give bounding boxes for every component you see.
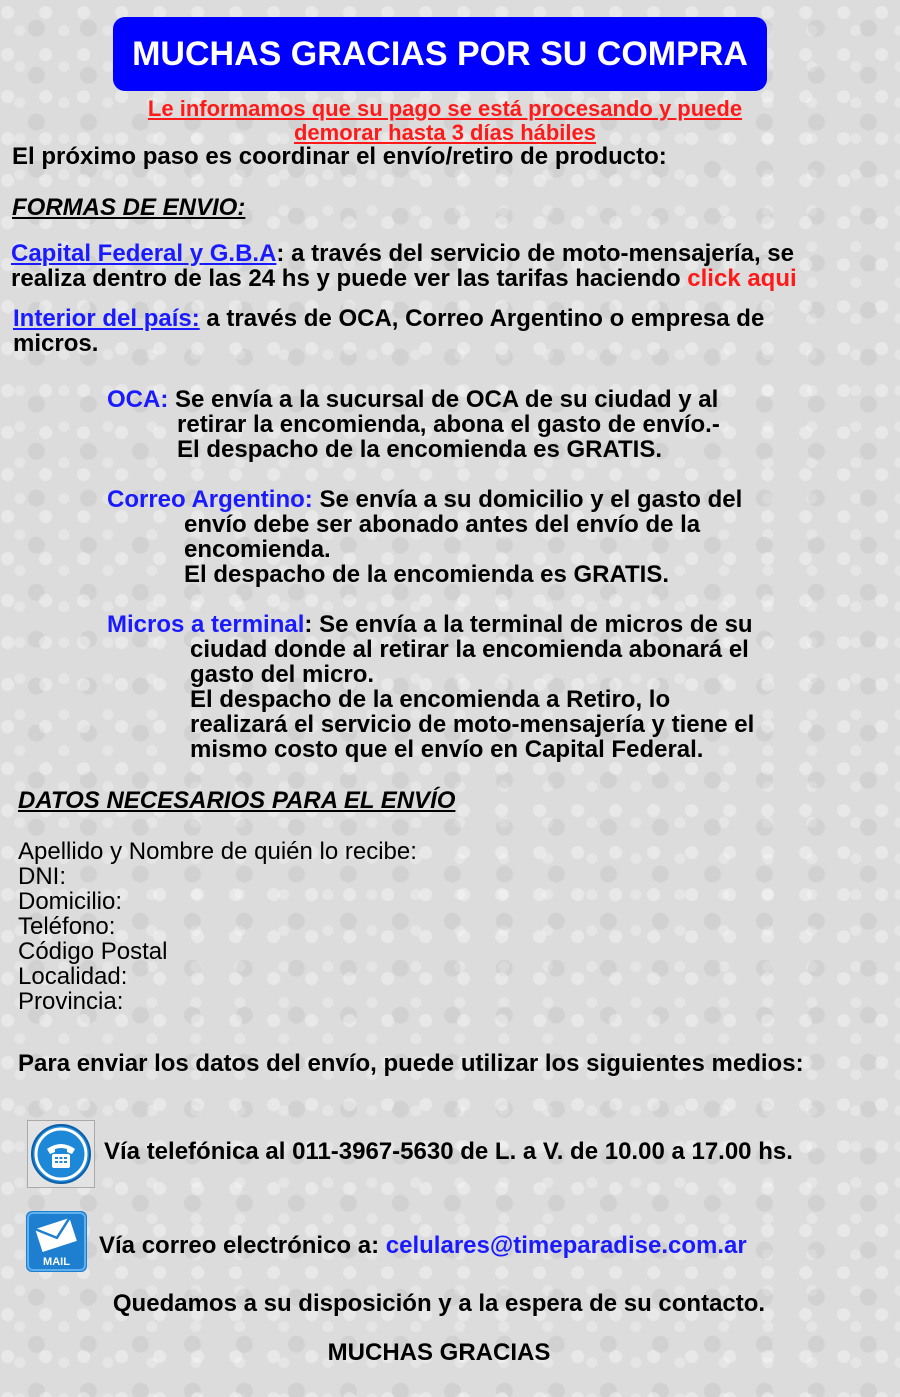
correo-line-1: Se envía a su domicilio y el gasto del (312, 486, 743, 513)
oca-block (107, 387, 720, 462)
interior-text-1: a través de OCA, Correo Argentino o empresa de (199, 305, 765, 332)
capital-paragraph (11, 241, 797, 291)
contact-intro: Para enviar los datos del envío, puede utilizar los siguientes medios: (18, 1050, 804, 1077)
mail-contact-row (99, 1233, 747, 1258)
micros-label: Micros a terminal (107, 611, 305, 638)
micros-line-3: gasto del micro. (190, 661, 375, 688)
thank-you-banner (113, 17, 767, 91)
mail-contact-text: Vía correo electrónico a: (99, 1232, 386, 1259)
closing-line-1: Quedamos a su disposición y a la espera de su contacto. (112, 1290, 766, 1317)
tarifas-click-link[interactable]: click aqui (687, 265, 797, 292)
field-provincia: Provincia: (18, 988, 124, 1015)
correo-line-3: encomienda. (184, 536, 331, 563)
micros-line-1: : Se envía a la terminal de micros de su (304, 611, 753, 638)
field-telefono: Teléfono: (18, 913, 116, 940)
interior-link[interactable]: Interior del país: (13, 305, 200, 332)
banner-title: MUCHAS GRACIAS POR SU COMPRA (132, 34, 748, 73)
capital-text-2: realiza dentro de las 24 hs y puede ver las tarifas haciendo (11, 265, 688, 292)
shipping-heading: FORMAS DE ENVIO: (12, 194, 246, 221)
oca-line-3: El despacho de la encomienda es GRATIS. (177, 436, 663, 463)
capital-federal-link[interactable]: Capital Federal y G.B.A (11, 240, 277, 267)
capital-text-1: : a través del servicio de moto-mensajería, se (276, 240, 794, 267)
interior-paragraph (13, 306, 764, 356)
oca-line-2: retirar la encomienda, abona el gasto de envío.- (177, 411, 720, 438)
field-codigo-postal: Código Postal (18, 938, 168, 965)
data-required-heading: DATOS NECESARIOS PARA EL ENVÍO (18, 787, 456, 814)
micros-block (107, 612, 754, 762)
closing-line-2: MUCHAS GRACIAS (327, 1339, 551, 1366)
mail-icon-label: MAIL (43, 1256, 70, 1268)
oca-label: OCA: (107, 386, 169, 413)
data-fields-list (18, 839, 417, 1014)
correo-line-4: El despacho de la encomienda es GRATIS. (184, 561, 670, 588)
notice-line-2: demorar hasta 3 días hábiles (293, 120, 597, 145)
correo-line-2: envío debe ser abonado antes del envío de la (184, 511, 701, 538)
correo-block (107, 487, 742, 587)
field-localidad: Localidad: (18, 963, 128, 990)
micros-line-2: ciudad donde al retirar la encomienda abonará el (190, 636, 749, 663)
micros-line-6: mismo costo que el envío en Capital Federal. (190, 736, 704, 763)
micros-line-5: realizará el servicio de moto-mensajería y tiene el (190, 711, 755, 738)
intro-text: El próximo paso es coordinar el envío/retiro de producto: (12, 143, 667, 170)
payment-notice (100, 97, 790, 145)
correo-label: Correo Argentino: (107, 486, 313, 513)
field-nombre: Apellido y Nombre de quién lo recibe: (18, 838, 417, 865)
telephone-icon (27, 1120, 95, 1188)
field-dni: DNI: (18, 863, 66, 890)
notice-line-1: Le informamos que su pago se está procesando y puede (147, 96, 743, 121)
mail-envelope-icon[interactable] (26, 1211, 87, 1272)
phone-contact-text: Vía telefónica al 011-3967-5630 de L. a V. de 10.00 a 17.00 hs. (104, 1138, 793, 1165)
field-domicilio: Domicilio: (18, 888, 123, 915)
interior-text-2: micros. (13, 330, 99, 357)
micros-line-4: El despacho de la encomienda a Retiro, lo (190, 686, 671, 713)
oca-line-1: Se envía a la sucursal de OCA de su ciudad y al (168, 386, 719, 413)
email-link[interactable]: celulares@timeparadise.com.ar (385, 1232, 747, 1259)
